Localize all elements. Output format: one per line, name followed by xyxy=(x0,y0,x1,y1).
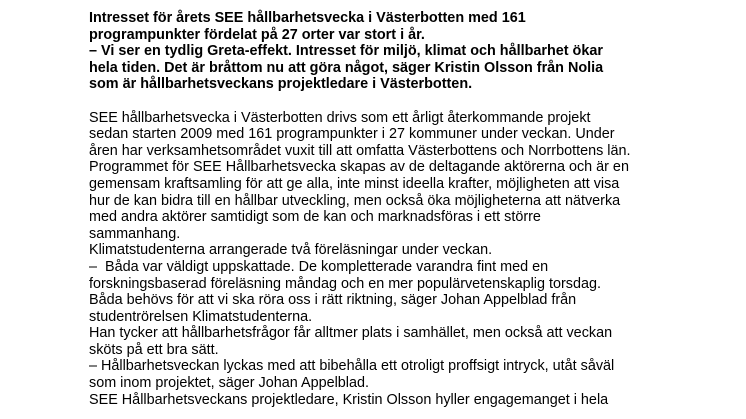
body-line: sedan starten 2009 med 161 programpunkter i 27 kommuner under veckan. Under xyxy=(89,126,615,143)
body-line: som inom projektet, säger Johan Appelblad. xyxy=(89,375,369,392)
body-line: sköts på ett bra sätt. xyxy=(89,341,219,358)
intro-paragraph xyxy=(89,10,729,93)
body-line: åren har verksamhetsområdet vuxit till att omfatta Västerbottens och Norrbottens län. xyxy=(89,142,631,159)
body-line: sammanhang. xyxy=(89,225,181,242)
body-line: Båda behövs för att vi ska röra oss i rätt riktning, säger Johan Appelblad från xyxy=(89,292,577,309)
body-line: – Hållbarhetsveckan lyckas med att bibehålla ett otroligt proffsigt intryck, utåt såväl xyxy=(89,358,615,375)
body-line: hur de kan bidra till en hållbar utveckling, men också öka möjligheterna att nätverka xyxy=(89,192,621,209)
body-line: SEE hållbarhetsvecka i Västerbotten drivs som ett årligt återkommande projekt xyxy=(89,109,591,126)
body-line: med andra aktörer samtidigt som de kan och marknadsföras i ett större xyxy=(89,209,541,226)
article-text xyxy=(89,10,729,408)
paragraph-spacer xyxy=(89,93,729,110)
intro-line: programpunkter fördelat på 27 orter var stort i år. xyxy=(89,26,425,43)
body-line: SEE Hållbarhetsveckans projektledare, Kristin Olsson hyller engagemanget i hela xyxy=(89,391,609,408)
body-line: forskningsbaserad föreläsning måndag och en mer populärvetenskaplig torsdag. xyxy=(89,275,601,292)
body-line: studentrörelsen Klimatstudenterna. xyxy=(89,308,313,325)
intro-line: hela tiden. Det är bråttom nu att göra något, säger Kristin Olsson från Nolia xyxy=(89,59,604,76)
body-paragraphs xyxy=(89,110,729,409)
intro-line: som är hållbarhetsveckans projektledare i Västerbotten. xyxy=(89,76,473,93)
body-line: Programmet för SEE Hållbarhetsvecka skapas av de deltagande aktörerna och är en xyxy=(89,159,629,176)
intro-line: – Vi ser en tydlig Greta-effekt. Intresset för miljö, klimat och hållbarhet ökar xyxy=(89,43,603,60)
intro-line: Intresset för årets SEE hållbarhetsvecka i Västerbotten med 161 xyxy=(89,10,526,26)
body-line: Klimatstudenterna arrangerade två föreläsningar under veckan. xyxy=(89,242,493,259)
body-line: gemensam kraftsamling för att ge alla, inte minst ideella krafter, möjligheten att visa xyxy=(89,175,620,192)
body-line: Han tycker att hållbarhetsfrågor får alltmer plats i samhället, men också att veckan xyxy=(89,325,613,342)
body-line: – Båda var väldigt uppskattade. De kompletterade varandra fint med en xyxy=(89,258,549,275)
